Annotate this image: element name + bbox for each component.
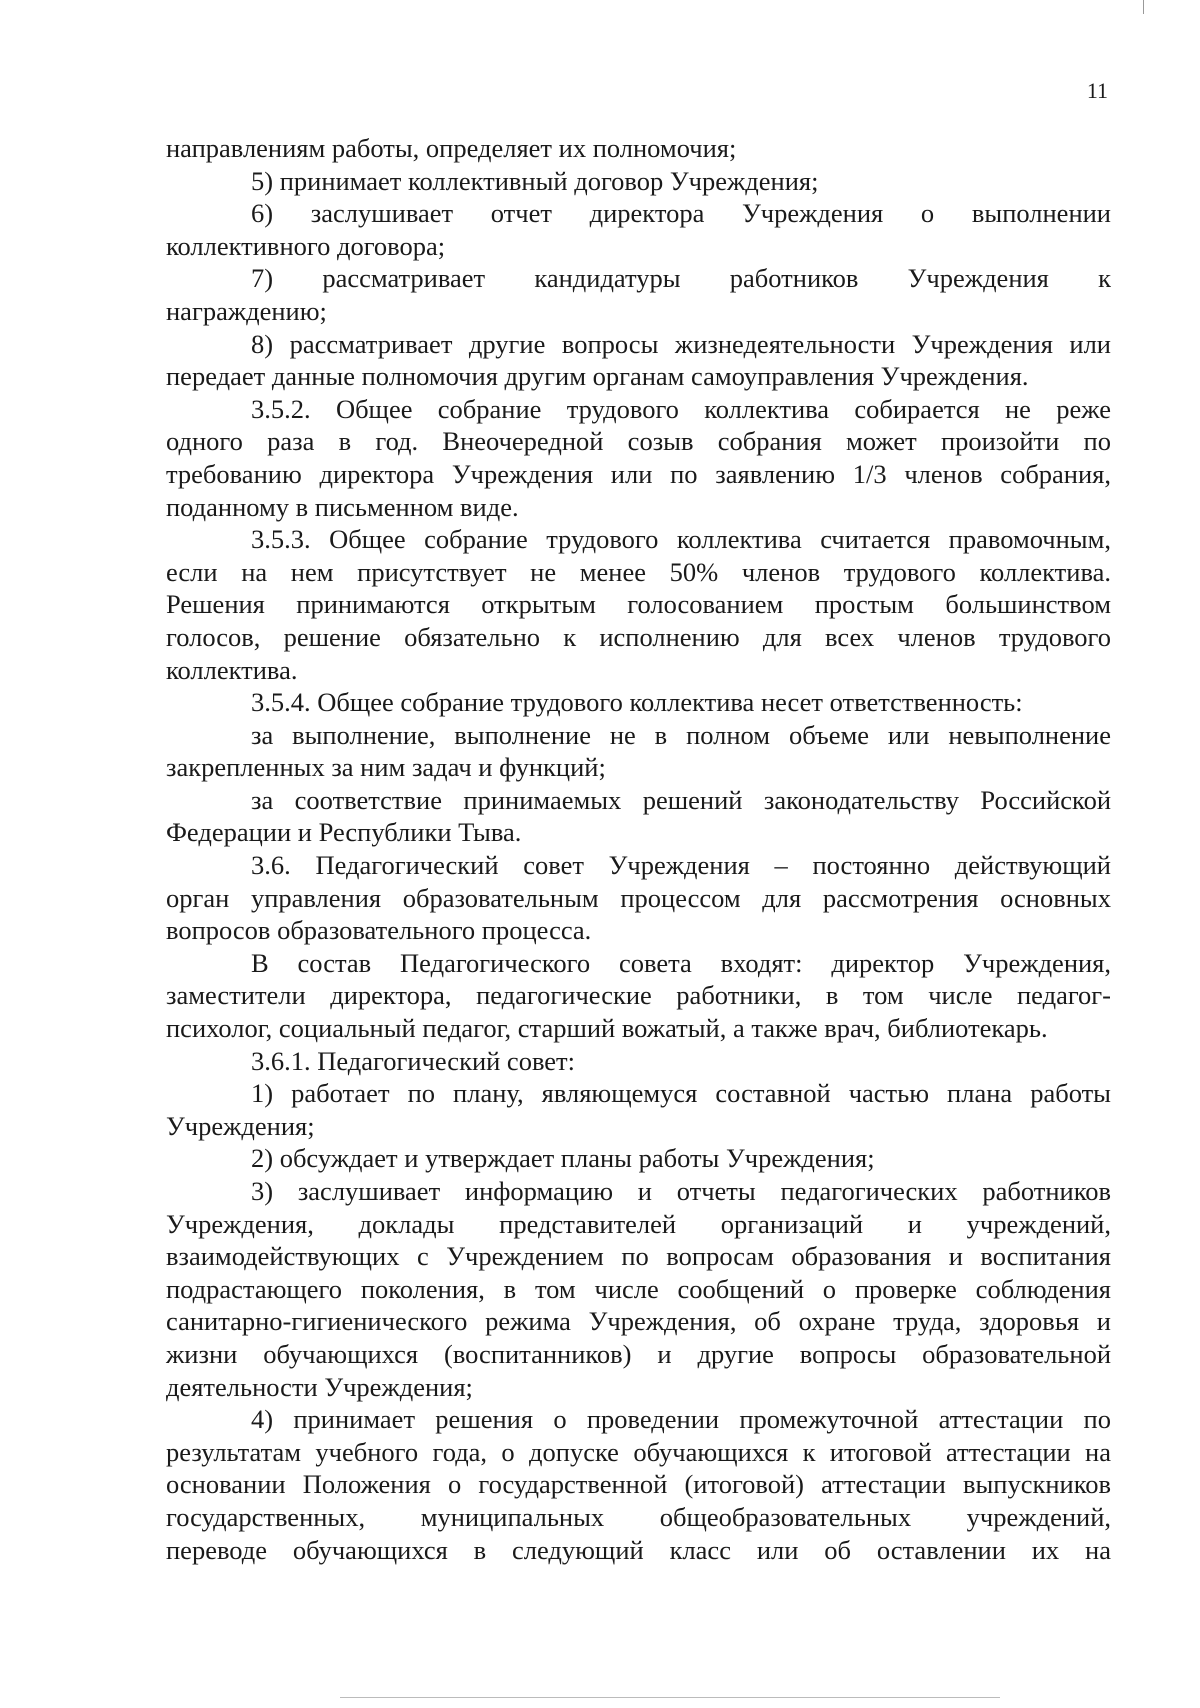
text-line: требованию директора Учреждения или по заявлению 1/3 членов собрания, xyxy=(166,458,1111,489)
document-body xyxy=(166,132,1111,1566)
text-line: 2) обсуждает и утверждает планы работы Учреждения; xyxy=(251,1143,875,1174)
text-line: деятельности Учреждения; xyxy=(166,1371,473,1402)
text-line: вопросов образовательного процесса. xyxy=(166,915,592,946)
text-line: 7) рассматривает кандидатуры работников Учреждения к xyxy=(251,263,1111,294)
text-line: коллективного договора; xyxy=(166,230,446,261)
text-line: 5) принимает коллективный договор Учреждения; xyxy=(251,165,819,196)
text-line: поданному в письменном виде. xyxy=(166,491,519,522)
text-line: передает данные полномочия другим органам самоуправления Учреждения. xyxy=(166,361,1029,392)
text-line: взаимодействующих с Учреждением по вопросам образования и воспитания xyxy=(166,1241,1111,1272)
text-line: 4) принимает решения о проведении промежуточной аттестации по xyxy=(251,1404,1111,1435)
text-line: основании Положения о государственной (итоговой) аттестации выпускников xyxy=(166,1469,1111,1500)
text-line: награждению; xyxy=(166,295,327,326)
text-line: Федерации и Республики Тыва. xyxy=(166,817,522,848)
text-line: голосов, решение обязательно к исполнению для всех членов трудового xyxy=(166,621,1111,652)
text-line: 6) заслушивает отчет директора Учреждения о выполнении xyxy=(251,198,1111,229)
text-line: психолог, социальный педагог, старший вожатый, а также врач, библиотекарь. xyxy=(166,1013,1048,1044)
text-line: Решения принимаются открытым голосованием простым большинством xyxy=(166,589,1111,620)
text-line: 3.5.3. Общее собрание трудового коллектива считается правомочным, xyxy=(251,524,1111,555)
text-line: одного раза в год. Внеочередной созыв собрания может произойти по xyxy=(166,426,1111,457)
text-line: 3.5.2. Общее собрание трудового коллектива собирается не реже xyxy=(251,393,1111,424)
text-line: заместители директора, педагогические работники, в том числе педагог- xyxy=(166,980,1111,1011)
page-number: 11 xyxy=(1086,78,1108,103)
text-line: переводе обучающихся в следующий класс или об оставлении их на xyxy=(166,1534,1111,1565)
text-line: направлениям работы, определяет их полномочия; xyxy=(166,133,737,163)
text-line: 3.6.1. Педагогический совет: xyxy=(251,1045,576,1076)
text-line: если на нем присутствует не менее 50% членов трудового коллектива. xyxy=(166,556,1111,587)
text-line: за соответствие принимаемых решений законодательству Российской xyxy=(251,784,1111,815)
text-line: 8) рассматривает другие вопросы жизнедеятельности Учреждения или xyxy=(251,328,1111,359)
scan-edge-mark xyxy=(1143,0,1144,14)
scan-bottom-rule xyxy=(340,1697,1000,1698)
text-line: Учреждения, доклады представителей организаций и учреждений, xyxy=(166,1208,1111,1239)
text-line: 1) работает по плану, являющемуся составной частью плана работы xyxy=(251,1078,1111,1109)
text-line: 3.6. Педагогический совет Учреждения – постоянно действующий xyxy=(251,850,1111,881)
text-line: Учреждения; xyxy=(166,1110,315,1141)
text-line: жизни обучающихся (воспитанников) и другие вопросы образовательной xyxy=(166,1338,1111,1369)
text-line: санитарно-гигиенического режима Учреждения, об охране труда, здоровья и xyxy=(166,1306,1111,1337)
text-line: коллектива. xyxy=(166,654,298,685)
text-line: за выполнение, выполнение не в полном объеме или невыполнение xyxy=(251,719,1111,750)
text-line: подрастающего поколения, в том числе сообщений о проверке соблюдения xyxy=(166,1273,1111,1304)
text-line: В состав Педагогического совета входят: директор Учреждения, xyxy=(251,947,1111,978)
text-line: результатам учебного года, о допуске обучающихся к итоговой аттестации на xyxy=(166,1436,1111,1467)
text-line: орган управления образовательным процессом для рассмотрения основных xyxy=(166,882,1111,913)
text-line: закрепленных за ним задач и функций; xyxy=(166,752,606,783)
text-line: государственных, муниципальных общеобразовательных учреждений, xyxy=(166,1501,1111,1532)
text-line: 3) заслушивает информацию и отчеты педагогических работников xyxy=(251,1176,1111,1206)
text-line: 3.5.4. Общее собрание трудового коллектива несет ответственность: xyxy=(251,687,1023,718)
